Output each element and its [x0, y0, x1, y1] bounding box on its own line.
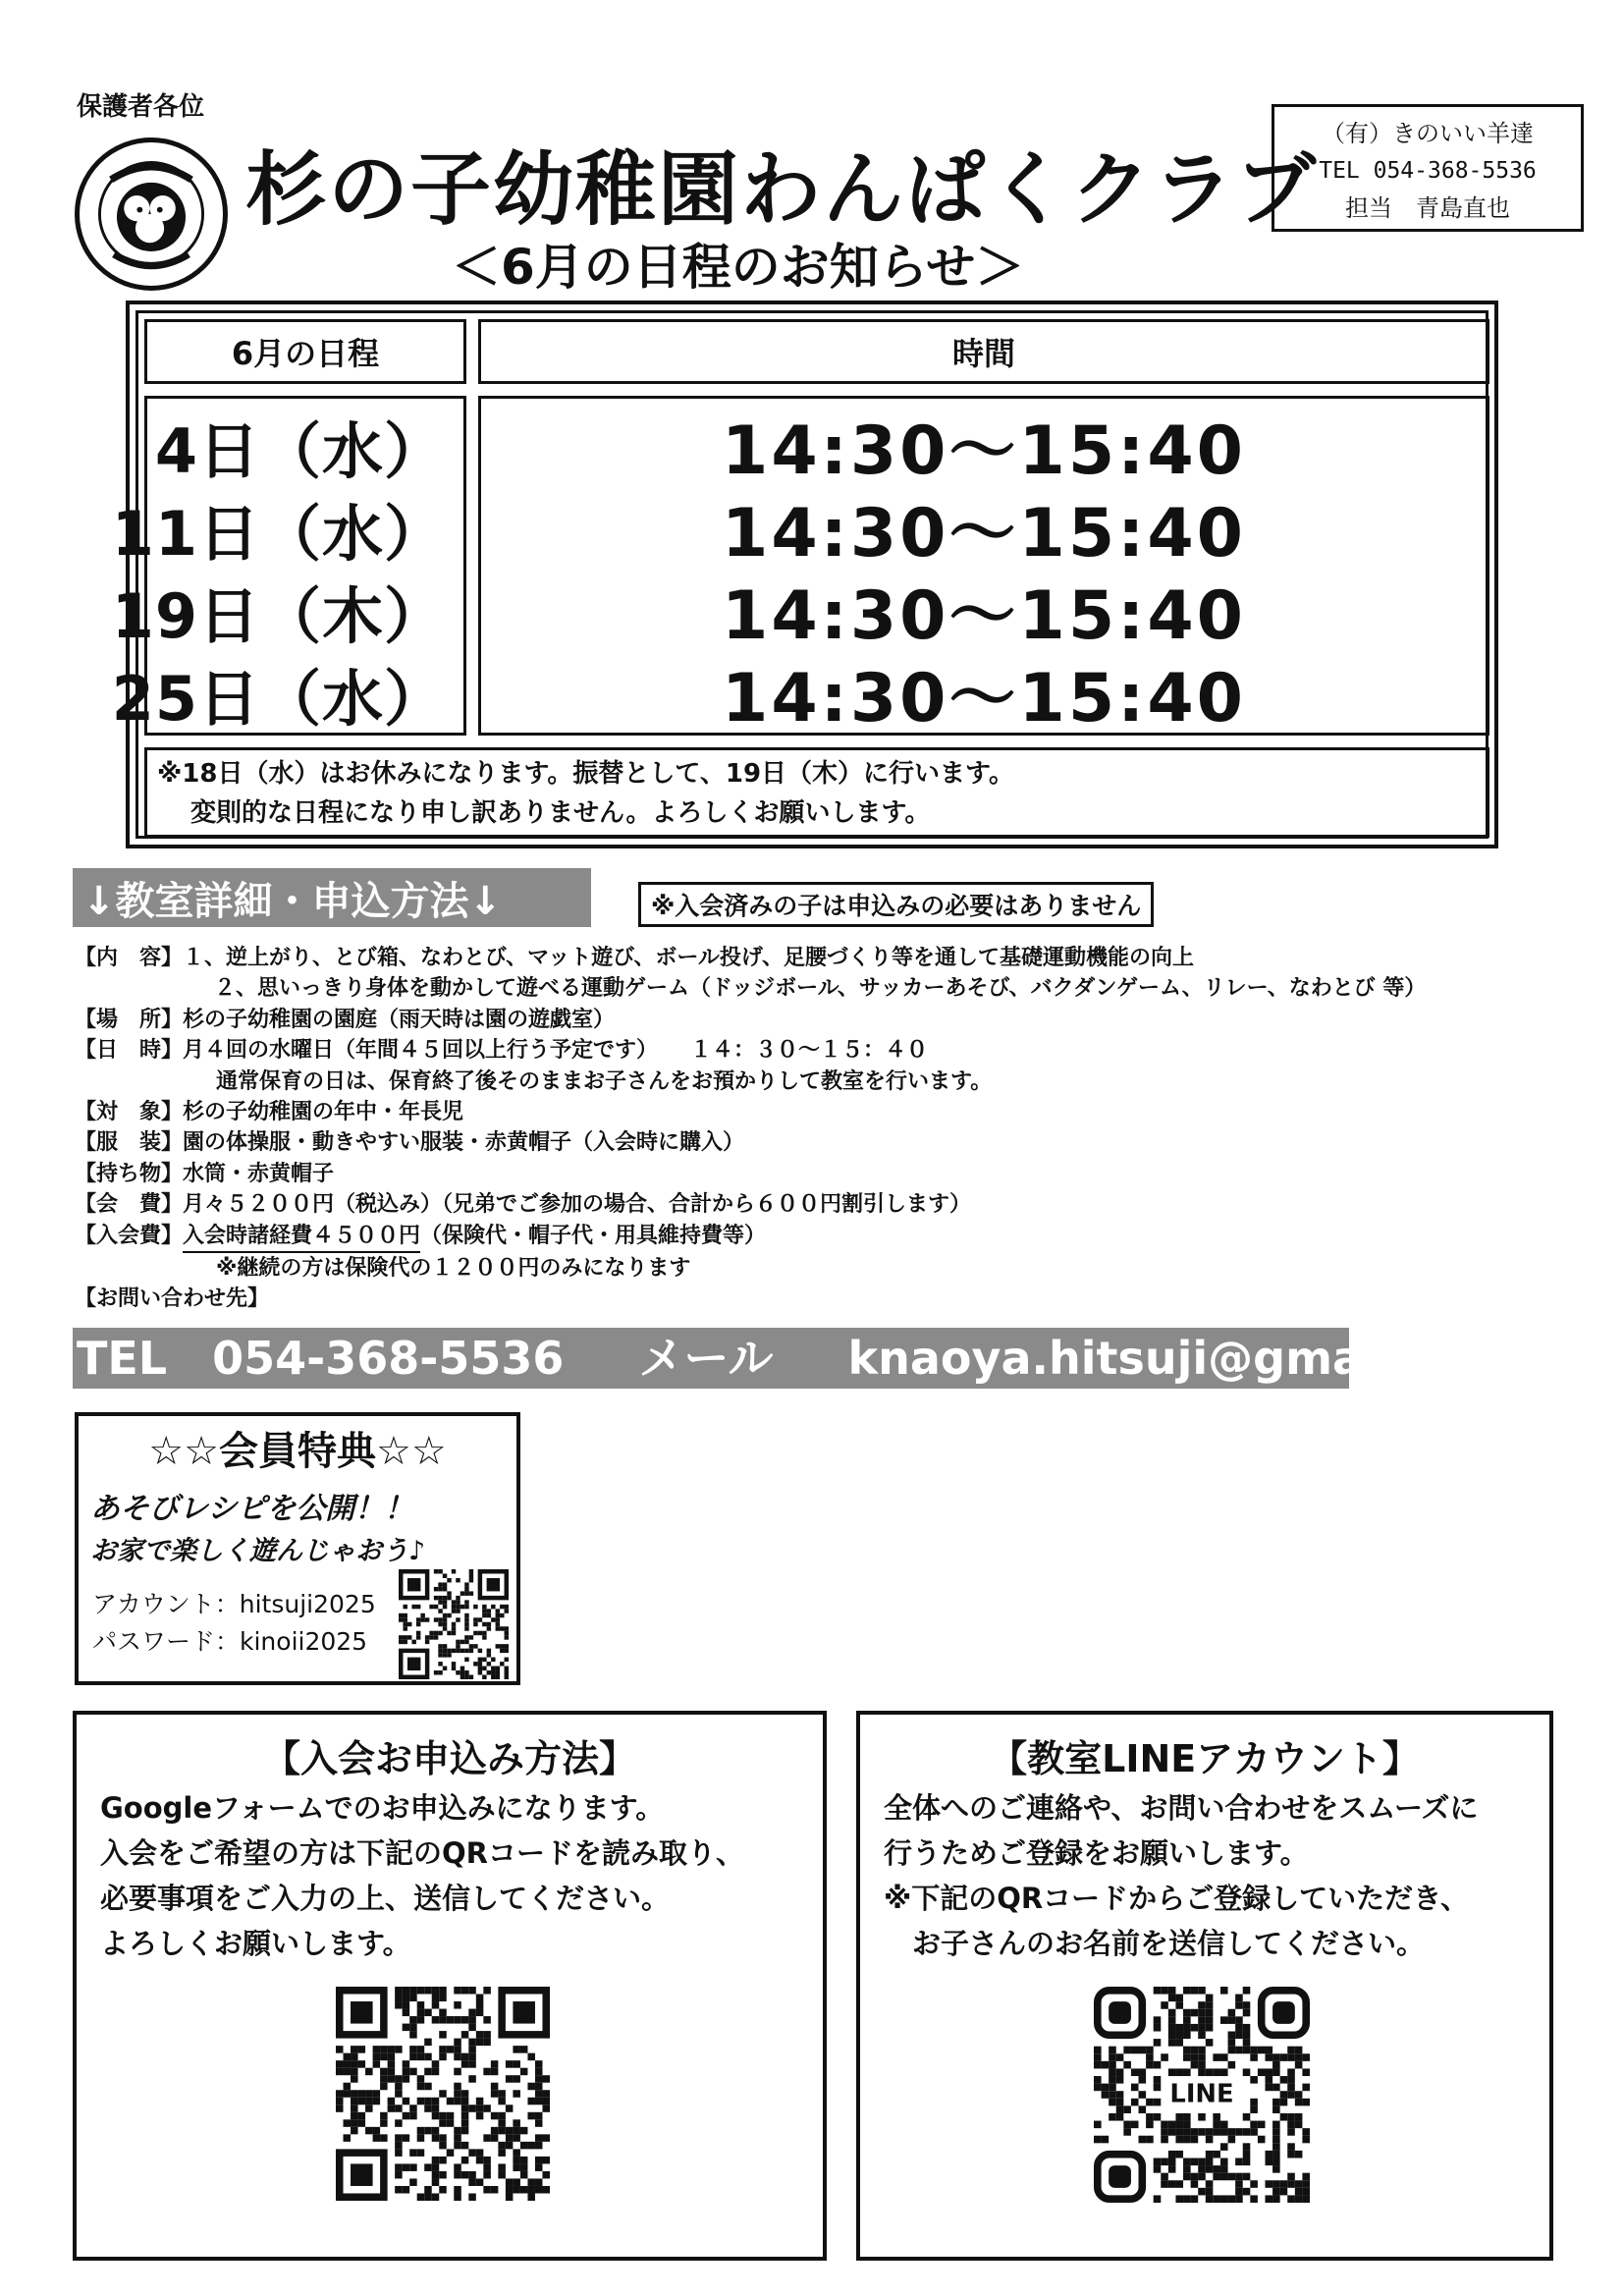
member-title: ☆☆会員特典☆☆ — [148, 1429, 447, 1474]
detail-row: 【入会費】 入会時諸経費４５００円 （保険代・帽子代・用具維持費等） — [75, 1221, 1567, 1253]
line-qr-label: LINE — [1169, 2079, 1234, 2109]
schedule-header-time: 時間 — [478, 319, 1489, 384]
inquiry-bar — [73, 1328, 1516, 1389]
schedule-times — [478, 396, 1489, 736]
member-line: お家で楽しく遊んじゃおう♪ — [90, 1536, 426, 1566]
section-heading: ↓教室詳細・申込方法↓ — [73, 868, 591, 927]
apply-text: Googleフォームでのお申込みになります。 入会をご希望の方は下記のQRコードを読み取り、 必要事項をご入力の上、送信してください。 よろしくお願いします。 — [100, 1791, 744, 1960]
contact-tel: TEL 054-368-5536 — [1319, 158, 1537, 184]
inquiry-mail-label: メール — [638, 1332, 774, 1385]
line-account-box — [856, 1711, 1553, 2261]
schedule-time: 14:30〜15:40 — [722, 577, 1246, 655]
company-name: （有）きのいい羊達 — [1322, 120, 1534, 147]
schedule-time: 14:30〜15:40 — [722, 660, 1246, 738]
member-qr-code[interactable] — [397, 1569, 511, 1679]
detail-row: 【日 時】 月４回の水曜日（年間４５回以上行う予定です） １４：３０〜１５：４０ — [75, 1038, 929, 1064]
detail-row: 【内 容】 １、逆上がり、とび箱、なわとび、マット遊び、ボール投げ、足腰づくり等を通して基礎運動機能の向上 — [75, 946, 1195, 970]
page-title: 杉の子幼稚園わんぱくクラブ — [245, 143, 1319, 237]
detail-row: 【持ち物】 水筒・赤黄帽子 — [75, 1161, 335, 1186]
schedule-date: 4日（水） — [154, 415, 446, 487]
schedule-note-line: ※18日（水）はお休みになります。振替として、19日（木）に行います。 — [157, 759, 1014, 789]
schedule-time: 14:30〜15:40 — [722, 495, 1246, 573]
detail-row — [75, 1284, 1567, 1314]
detail-row: ※継続の方は保険代の１２００円のみになります — [216, 1256, 691, 1282]
line-qr-code[interactable] — [1094, 1986, 1310, 2204]
member-benefit-box — [75, 1412, 520, 1685]
contact-person: 担当 青島直也 — [1345, 194, 1510, 222]
schedule-date: 19日（木） — [111, 580, 446, 652]
schedule-header-date: 6月の日程 — [144, 319, 466, 384]
schedule-date: 11日（水） — [111, 498, 446, 570]
inquiry-label: 【お問い合わせ先】 — [75, 1286, 270, 1312]
class-details — [75, 943, 1567, 1315]
detail-row: 【対 象】 杉の子幼稚園の年中・年長児 — [75, 1100, 464, 1125]
page-subtitle: ＜6月の日程のお知らせ＞ — [452, 239, 1025, 296]
member-line: あそびレシピを公開！！ — [90, 1492, 414, 1526]
apply-title: 【入会お申込み方法】 — [262, 1737, 636, 1780]
member-account: アカウント：hitsuji2025 — [92, 1590, 376, 1618]
inquiry-email[interactable]: knaoya.hitsuji@gmail.com — [847, 1332, 1516, 1385]
schedule-time: 14:30〜15:40 — [722, 412, 1246, 490]
detail-row: 【会 費】 月々５２００円（税込み）（兄弟でご参加の場合、合計から６００円割引します） — [75, 1192, 972, 1218]
schedule-note — [144, 747, 1489, 838]
contact-box — [1272, 104, 1584, 232]
line-text: 全体へのご連絡や、お問い合わせをスムーズに 行うためご登録をお願いします。 ※下記のQRコードからご登録していただき、 お子さんのお名前を送信してください。 — [884, 1791, 1479, 1960]
detail-row: 【服 装】 園の体操服・動きやすい服装・赤黄帽子（入会時に購入） — [75, 1130, 745, 1156]
inquiry-tel: TEL 054-368-5536 — [77, 1332, 565, 1385]
detail-row: ２、思いっきり身体を動かして遊べる運動ゲーム（ドッジボール、サッカーあそび、バクダンゲーム、リレー、なわとび 等） — [214, 976, 1427, 1002]
line-title: 【教室LINEアカウント】 — [990, 1737, 1420, 1780]
sheep-logo — [75, 137, 228, 291]
detail-row: 【場 所】 杉の子幼稚園の園庭（雨天時は園の遊戯室） — [75, 1007, 616, 1032]
addressee: 保護者各位 — [77, 92, 205, 122]
schedule-dates — [111, 396, 466, 736]
apply-box — [73, 1711, 827, 2261]
detail-row: 通常保育の日は、保育終了後そのままお子さんをお預かりして教室を行います。 — [216, 1068, 993, 1094]
schedule-table — [111, 301, 1498, 848]
no-need-notice: ※入会済みの子は申込みの必要はありません — [638, 882, 1154, 927]
schedule-note-line: 変則的な日程になり申し訳ありません。よろしくお願いします。 — [190, 798, 931, 828]
entry-fee: 入会時諸経費４５００円 — [183, 1221, 420, 1253]
schedule-date: 25日（水） — [111, 663, 446, 735]
apply-qr-code[interactable] — [336, 1986, 550, 2202]
member-password: パスワード：kinoii2025 — [92, 1627, 368, 1656]
